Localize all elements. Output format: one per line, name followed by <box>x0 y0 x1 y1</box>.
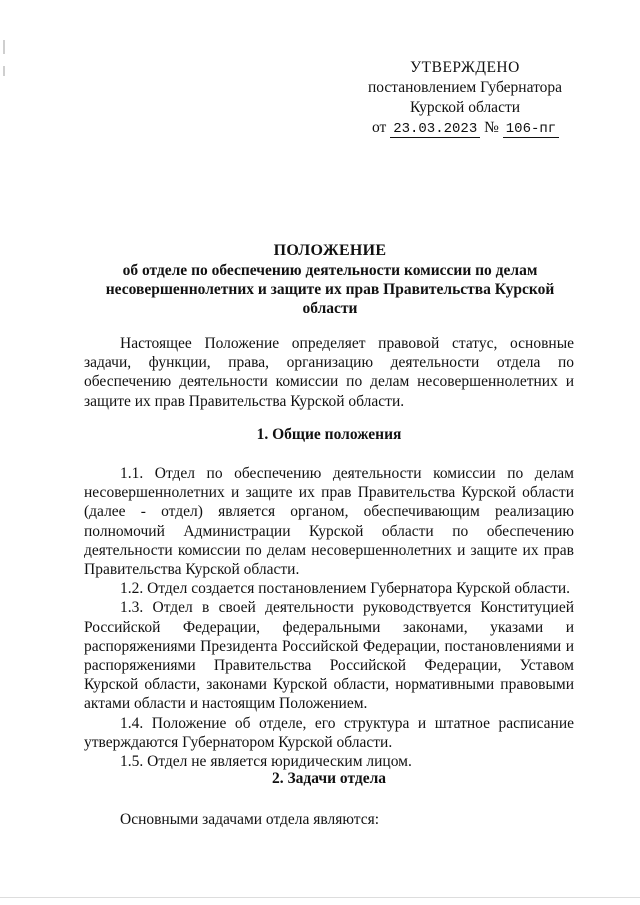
section-1-title: 1. Общие положения <box>256 426 402 443</box>
section-1-body <box>84 464 574 771</box>
paragraph-1-1: 1.1. Отдел по обеспечению деятельности комиссии по делам несовершеннолетних и защите их прав Правительства Курской области (далее - отдел) является органом, обеспечивающим реализацию полномочий Администрации Курской области по обеспечению деятельности комиссии по делам несовершеннолетних и защите их прав Правительства Курской области. <box>84 465 574 579</box>
approval-date-line <box>360 118 570 139</box>
section-2-intro: Основными задачами отдела являются: <box>120 811 380 828</box>
document-subtitle-line-1: об отделе по обеспечению деятельности комиссии по делам <box>122 262 538 279</box>
approval-date: 23.03.2023 <box>390 121 480 138</box>
paragraph-1-2: 1.2. Отдел создается постановлением Губернатора Курской области. <box>120 580 571 598</box>
approval-line-2: Курской области <box>409 99 521 116</box>
section-2-title: 2. Задачи отдела <box>271 770 387 787</box>
document-heading <box>88 241 572 318</box>
paragraph-1-3: 1.3. Отдел в своей деятельности руководствуется Конституцией Российской Федерации, федеральными законами, указами и распоряжениями Президента Российской Федерации, постановлениями и распоряжениями Правительства Российской Федерации, Уставом Курской области, законами Курской области, нормативными правовыми актами области и настоящим Положением. <box>84 599 574 713</box>
paragraph-1-5: 1.5. Отдел не является юридическим лицом. <box>120 753 412 771</box>
approval-title: УТВЕРЖДЕНО <box>410 59 520 76</box>
approval-line-1: постановлением Губернатора <box>367 79 563 96</box>
document-title: ПОЛОЖЕНИЕ <box>273 242 387 259</box>
scan-bottom-edge <box>0 897 640 898</box>
approval-stamp-block <box>360 58 570 139</box>
intro-paragraph: Настоящее Положение определяет правовой статус, основные задачи, функции, права, организацию деятельности отдела по обеспечению деятельности комиссии по делам несовершеннолетних и защите их прав Правительства Курской области. <box>84 335 574 410</box>
document-subtitle-line-2: несовершеннолетних и защите их прав Правительства Курской <box>105 281 555 298</box>
document-subtitle-line-3: области <box>302 300 358 317</box>
section-2-body <box>84 810 574 829</box>
intro-paragraph-block <box>84 334 574 411</box>
number-prefix: № <box>484 119 499 136</box>
paragraph-1-4: 1.4. Положение об отделе, его структура и штатное расписание утверждаются Губернатором Курской области. <box>84 714 574 751</box>
date-prefix: от <box>372 119 387 136</box>
scan-edge-mark <box>3 66 5 76</box>
scan-edge-mark <box>3 40 5 54</box>
approval-number: 106-пг <box>503 121 559 138</box>
